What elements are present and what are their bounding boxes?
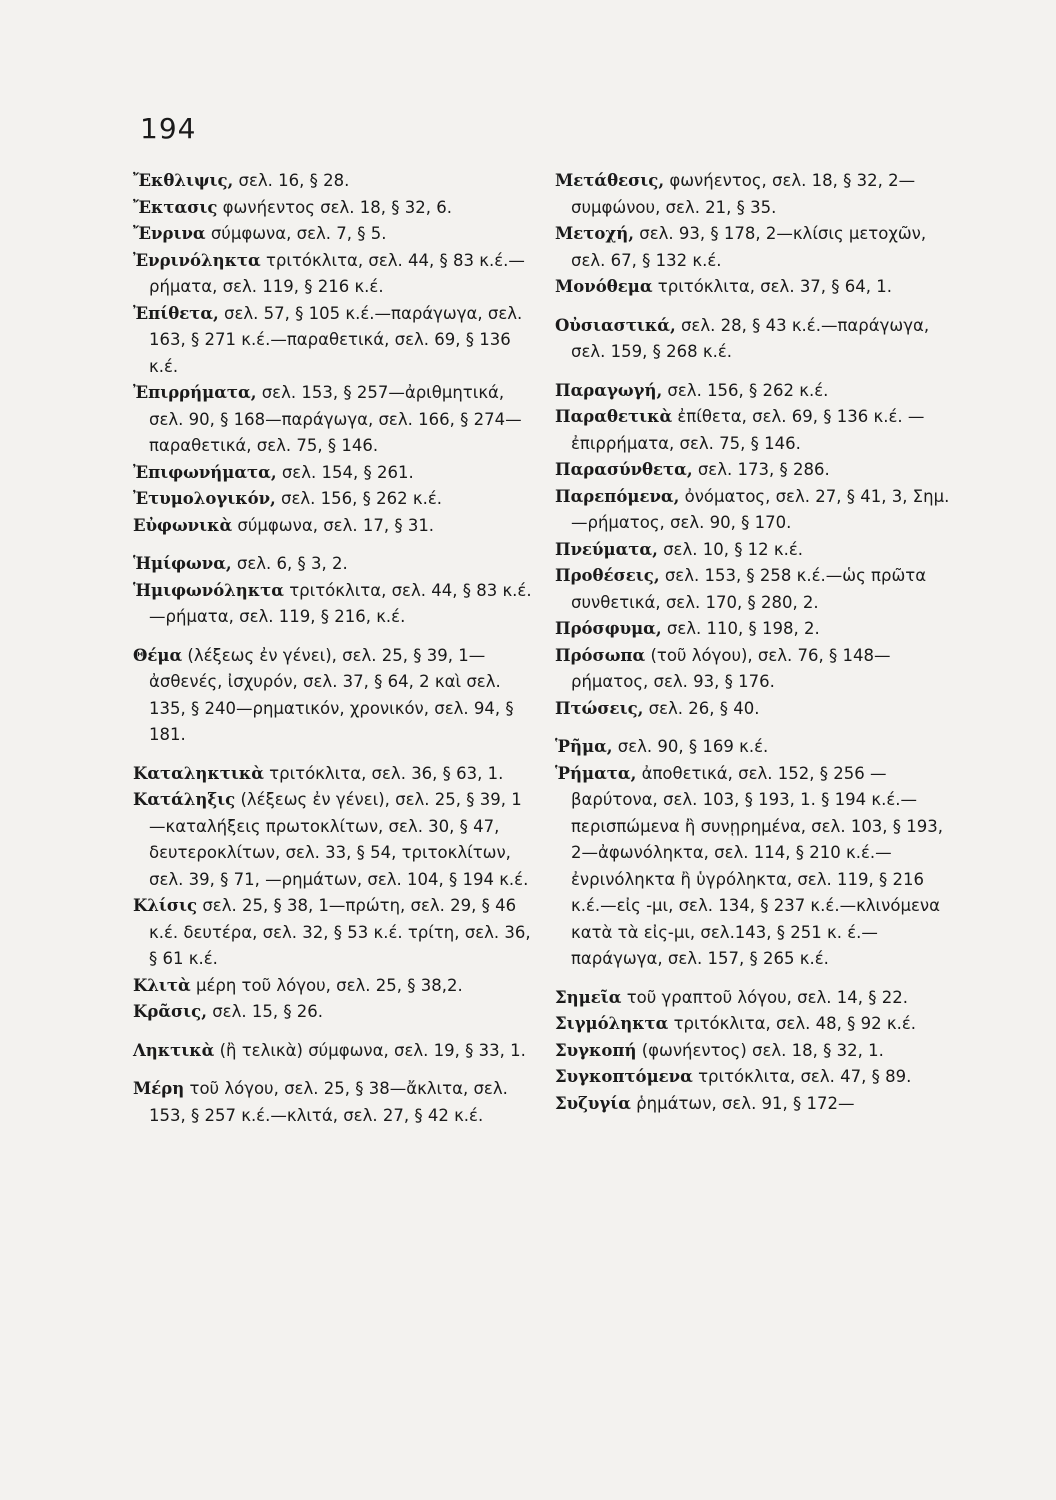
entry-headword: Ἐνρινόληκτα: [133, 250, 261, 270]
index-entry: [133, 578, 533, 631]
index-entry: [555, 1064, 955, 1091]
entry-references: (ἢ τελικὰ) σύμφωνα, σελ. 19, § 33, 1.: [214, 1040, 526, 1060]
index-entry: [133, 380, 533, 460]
entry-references: σύμφωνα, σελ. 17, § 31.: [232, 515, 435, 535]
entry-headword: Θέμα: [133, 645, 183, 665]
entry-references: τριτόκλιτα, σελ. 48, § 92 κ.έ.: [668, 1014, 916, 1033]
entry-headword: Ἐπιρρήματα,: [133, 383, 257, 402]
entry-references: σελ. 153, § 257—ἀριθμητικά, σελ. 90, § 168—παράγωγα, σελ. 166, § 274—παραθετικά, σελ. 75, § 146.: [149, 383, 522, 455]
entry-references: σελ. 110, § 198, 2.: [661, 619, 820, 638]
entry-headword: Ῥῆμα,: [555, 737, 613, 756]
index-entry: [133, 221, 533, 248]
index-entry: [133, 195, 533, 222]
entry-headword: Κατάληξις: [133, 790, 236, 809]
entry-headword: Συζυγία: [555, 1093, 631, 1113]
entry-references: σελ. 153, § 258 κ.έ.—ὡς πρῶτα συνθετικά, σελ. 170, § 280, 2.: [571, 566, 927, 612]
entry-references: (λέξεως ἐν γένει), σελ. 25, § 39, 1—ἀσθενές, ἰσχυρόν, σελ. 37, § 64, 2 καὶ σελ. 135, § 240—ρηματικόν, χρονικόν, σελ. 94, § 181.: [149, 645, 514, 744]
entry-headword: Παρεπόμενα,: [555, 486, 680, 506]
entry-headword: Ἡμίφωνα,: [133, 554, 232, 573]
entry-references: τριτόκλιτα, σελ. 47, § 89.: [692, 1067, 912, 1086]
index-entry: [555, 616, 955, 643]
index-entry: [555, 457, 955, 484]
index-entry: [555, 484, 955, 537]
entry-references: ἐπίθετα, σελ. 69, § 136 κ.έ. —ἐπιρρήματα, σελ. 75, § 146.: [571, 407, 925, 453]
entry-references: σελ. 26, § 40.: [643, 698, 760, 718]
entry-headword: Ἐτυμολογικόν,: [133, 489, 276, 508]
page-number: 194: [140, 112, 197, 145]
index-entry: [133, 168, 533, 195]
entry-headword: Μονόθεμα: [555, 277, 653, 296]
entry-headword: Κρᾶσις,: [133, 1002, 207, 1021]
entry-references: τριτόκλιτα, σελ. 44, § 83 κ.έ.—ρήματα, σελ. 119, § 216 κ.έ.: [149, 250, 525, 296]
entry-headword: Συγκοπή: [555, 1040, 637, 1060]
index-entry: [555, 1011, 955, 1038]
entry-headword: Ῥήματα,: [555, 763, 637, 783]
index-entry: [133, 1038, 533, 1065]
index-entry: [133, 893, 533, 973]
index-entry: [133, 973, 533, 1000]
index-entry: [555, 734, 955, 761]
entry-headword: Προθέσεις,: [555, 566, 660, 585]
index-entry: [555, 761, 955, 973]
entry-references: τριτόκλιτα, σελ. 36, § 63, 1.: [263, 763, 504, 783]
index-entry: [555, 378, 955, 405]
entry-headword: Ἔκθλιψις,: [133, 171, 234, 190]
entry-references: τριτόκλιτα, σελ. 44, § 83 κ.έ.—ρήματα, σελ. 119, § 216, κ.έ.: [149, 580, 532, 626]
entry-references: (λέξεως ἐν γένει), σελ. 25, § 39, 1—καταλήξεις πρωτοκλίτων, σελ. 30, § 47, δευτεροκλίτων, σελ. 33, § 54, τριτοκλίτων, σελ. 39, § 71, —ρημάτων, σελ. 104, § 194 κ.έ.: [149, 790, 529, 889]
entry-headword: Συγκοπτόμενα: [555, 1067, 693, 1086]
index-entry: [555, 563, 955, 616]
entry-headword: Σημεῖα: [555, 987, 622, 1007]
entry-references: σελ. 173, § 286.: [692, 460, 830, 479]
entry-headword: Κλίσις: [133, 896, 198, 915]
entry-references: τριτόκλιτα, σελ. 37, § 64, 1.: [652, 277, 893, 296]
entry-references: σύμφωνα, σελ. 7, § 5.: [205, 224, 387, 243]
index-entry: [133, 301, 533, 381]
right-column: [555, 168, 955, 1117]
entry-headword: Μετοχή,: [555, 224, 634, 243]
index-entry: [555, 168, 955, 221]
entry-headword: Σιγμόληκτα: [555, 1014, 669, 1033]
entry-references: σελ. 156, § 262 κ.έ.: [662, 380, 829, 400]
index-entry: [555, 1038, 955, 1065]
index-entry: [133, 248, 533, 301]
entry-references: σελ. 156, § 262 κ.έ.: [275, 489, 443, 508]
entry-references: (τοῦ λόγου), σελ. 76, § 148—ρήματος, σελ. 93, § 176.: [571, 645, 891, 691]
index-entry: [555, 643, 955, 696]
entry-headword: Καταληκτικὰ: [133, 763, 264, 783]
entry-references: μέρη τοῦ λόγου, σελ. 25, § 38,2.: [190, 975, 463, 995]
entry-headword: Μέρη: [133, 1079, 185, 1098]
index-entry: [133, 460, 533, 487]
index-entry: [133, 761, 533, 788]
entry-references: ἀποθετικά, σελ. 152, § 256 —βαρύτονα, σελ. 103, § 193, 1. § 194 κ.έ.—περισπώμενα ἢ συνῃρημένα, σελ. 103, § 193, 2—ἀφωνόληκτα, σελ. 114, § 210 κ.έ.—ἐνρινόληκτα ἢ ὑγρόληκτα, σελ. 119, § 216 κ.έ.—εἰς -μι, σελ. 134, § 237 κ.έ.—κλινόμενα κατὰ τὰ εἰς-μι, σελ.143, § 251 κ. έ.—παράγωγα, σελ. 157, § 265 κ.έ.: [571, 763, 944, 968]
index-entry: [555, 1091, 955, 1118]
entry-headword: Μετάθεσις,: [555, 171, 665, 190]
entry-headword: Πρόσφυμα,: [555, 619, 662, 638]
entry-references: τοῦ γραπτοῦ λόγου, σελ. 14, § 22.: [621, 987, 908, 1007]
entry-references: σελ. 57, § 105 κ.έ.—παράγωγα, σελ. 163, § 271 κ.έ.—παραθετικά, σελ. 69, § 136 κ.έ.: [149, 303, 523, 376]
entry-headword: Ἔνρινα: [133, 224, 206, 243]
index-entry: [555, 274, 955, 301]
entry-headword: Οὐσιαστικά,: [555, 315, 676, 335]
entry-references: σελ. 10, § 12 κ.έ.: [657, 539, 804, 559]
index-entry: [133, 486, 533, 513]
index-entry: [555, 313, 955, 366]
entry-headword: Ἔκτασις: [133, 197, 218, 217]
entry-headword: Ἐπίθετα,: [133, 303, 219, 323]
index-entry: [555, 537, 955, 564]
entry-references: σελ. 6, § 3, 2.: [231, 554, 348, 573]
entry-references: τοῦ λόγου, σελ. 25, § 38—ἄκλιτα, σελ. 153, § 257 κ.έ.—κλιτά, σελ. 27, § 42 κ.έ.: [149, 1079, 508, 1125]
entry-headword: Παραθετικὰ: [555, 407, 673, 426]
index-entry: [133, 999, 533, 1026]
entry-headword: Κλιτὰ: [133, 975, 191, 995]
entry-headword: Ληκτικὰ: [133, 1040, 215, 1060]
index-entry: [133, 1076, 533, 1129]
entry-references: φωνήεντος σελ. 18, § 32, 6.: [217, 197, 452, 217]
left-column: [133, 168, 533, 1129]
entry-references: σελ. 93, § 178, 2—κλίσις μετοχῶν, σελ. 67, § 132 κ.έ.: [571, 224, 927, 270]
entry-references: σελ. 28, § 43 κ.έ.—παράγωγα, σελ. 159, § 268 κ.έ.: [571, 315, 930, 361]
entry-headword: Ἡμιφωνόληκτα: [133, 580, 284, 600]
entry-headword: Ἐπιφωνήματα,: [133, 462, 277, 482]
index-entry: [555, 985, 955, 1012]
entry-headword: Παρασύνθετα,: [555, 460, 693, 479]
entry-references: ῥημάτων, σελ. 91, § 172—: [630, 1093, 855, 1113]
entry-references: σελ. 16, § 28.: [233, 171, 350, 190]
index-entry: [133, 513, 533, 540]
entry-headword: Εὐφωνικὰ: [133, 515, 233, 535]
entry-references: σελ. 154, § 261.: [276, 462, 414, 482]
index-entry: [133, 787, 533, 893]
entry-references: σελ. 15, § 26.: [206, 1002, 324, 1021]
index-entry: [555, 696, 955, 723]
entry-headword: Πρόσωπα: [555, 645, 646, 665]
entry-headword: Πνεύματα,: [555, 539, 658, 559]
entry-references: σελ. 90, § 169 κ.έ.: [612, 737, 769, 756]
entry-references: (φωνήεντος) σελ. 18, § 32, 1.: [636, 1040, 884, 1060]
index-entry: [133, 643, 533, 749]
entry-references: σελ. 25, § 38, 1—πρώτη, σελ. 29, § 46 κ.έ. δευτέρα, σελ. 32, § 53 κ.έ. τρίτη, σελ. 36, § 61 κ.έ.: [149, 896, 531, 968]
index-entry: [133, 551, 533, 578]
index-entry: [555, 404, 955, 457]
entry-headword: Πτώσεις,: [555, 698, 644, 718]
entry-references: φωνήεντος, σελ. 18, § 32, 2—συμφώνου, σελ. 21, § 35.: [571, 171, 916, 217]
entry-references: ὀνόματος, σελ. 27, § 41, 3, Σημ.—ρήματος, σελ. 90, § 170.: [571, 486, 950, 532]
entry-headword: Παραγωγή,: [555, 380, 663, 400]
index-entry: [555, 221, 955, 274]
